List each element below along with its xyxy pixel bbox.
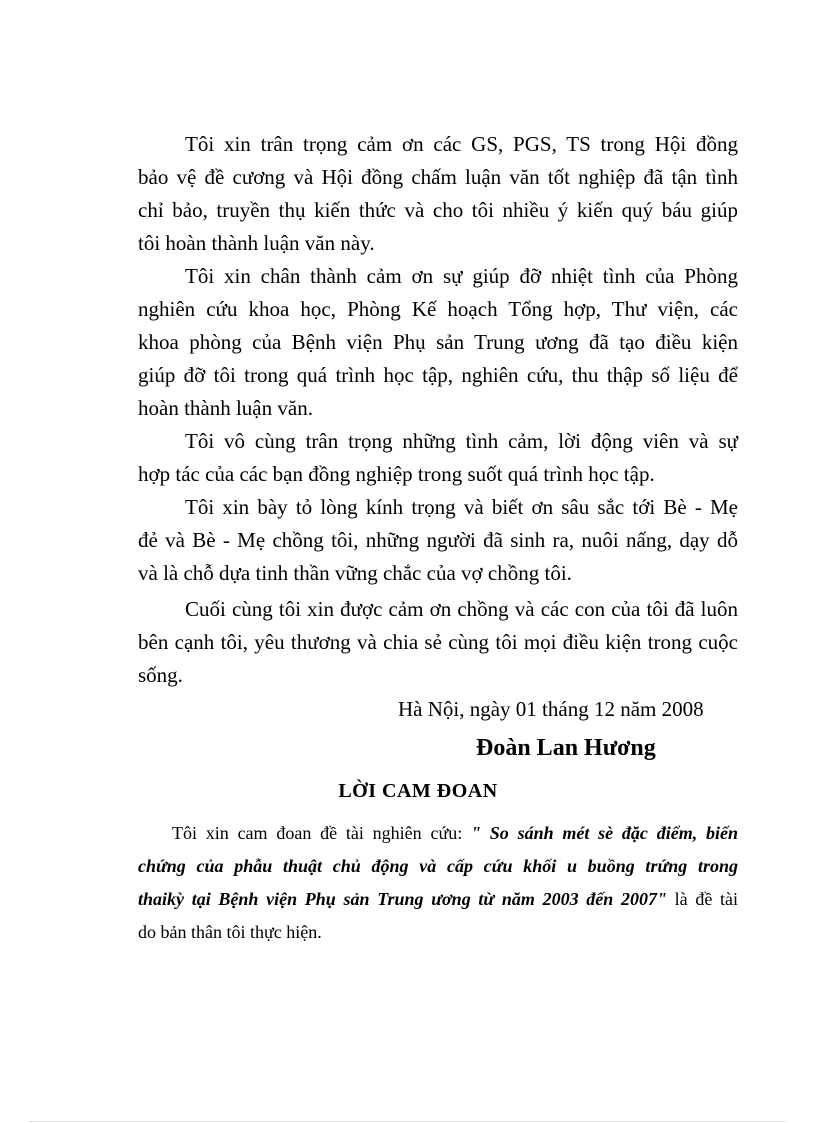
paragraph-2-line-3: khoa phòng của Bệnh viện Phụ sản Trung ương đã tạo điều kiện xyxy=(138,330,738,354)
author-signature-name: Đoàn Lan Hương xyxy=(476,735,656,761)
paragraph-1-line-3: chỉ bảo, truyền thụ kiến thức và cho tôi nhiều ý kiến quý báu giúp xyxy=(138,198,738,222)
paragraph-2-line-2: nghiên cứu khoa học, Phòng Kế hoạch Tổng hợp, Thư viện, các xyxy=(138,297,738,321)
paragraph-3-line-2: hợp tác của các bạn đồng nghiệp trong suốt quá trình học tập. xyxy=(138,462,655,486)
declaration-line-1 xyxy=(172,817,738,850)
paragraph-2-line-5: hoàn thành luận văn. xyxy=(138,396,313,420)
paragraph-5-line-1: Cuối cùng tôi xin được cảm ơn chồng và các con của tôi đã luôn xyxy=(185,597,738,621)
declaration-intro: Tôi xin cam đoan đề tài nghiên cứu: xyxy=(172,823,471,843)
paragraph-2-line-1: Tôi xin chân thành cảm ơn sự giúp đỡ nhiệt tình của Phòng xyxy=(185,264,738,288)
research-topic-part-2: chứng của phẫu thuật chủ động và cấp cứu khối u buồng trứng trong xyxy=(138,856,738,876)
place-date: Hà Nội, ngày 01 tháng 12 năm 2008 xyxy=(398,697,704,721)
paragraph-4-line-2: đẻ và Bè - Mẹ chồng tôi, những người đã sinh ra, nuôi nấng, dạy dỗ xyxy=(138,528,738,552)
paragraph-1-line-2: bảo vệ đề cương và Hội đồng chấm luận văn tốt nghiệp đã tận tình xyxy=(138,165,738,189)
paragraph-4-line-3: và là chỗ dựa tinh thần vững chắc của vợ chồng tôi. xyxy=(138,561,572,585)
research-topic-part-3: thaikỳ tại Bệnh viện Phụ sản Trung ương từ năm 2003 đến 2007" xyxy=(138,889,667,909)
declaration-title: LỜI CAM ĐOAN xyxy=(338,780,498,802)
paragraph-4-line-1: Tôi xin bày tỏ lòng kính trọng và biết ơn sâu sắc tới Bè - Mẹ xyxy=(185,495,738,519)
paragraph-5-line-2: bên cạnh tôi, yêu thương và chia sẻ cùng tôi mọi điều kiện trong cuộc xyxy=(138,630,738,654)
research-topic-part-1: " So sánh mét sè đặc điểm, biến xyxy=(470,823,738,843)
paragraph-3-line-1: Tôi vô cùng trân trọng những tình cảm, lời động viên và sự xyxy=(185,429,738,453)
paragraph-2-line-4: giúp đỡ tôi trong quá trình học tập, nghiên cứu, thu thập số liệu để xyxy=(138,363,738,387)
paragraph-1-line-4: tôi hoàn thành luận văn này. xyxy=(138,231,375,255)
declaration-closing: do bản thân tôi thực hiện. xyxy=(138,922,322,942)
page-bottom-rule xyxy=(30,1121,786,1122)
declaration-line-3 xyxy=(138,883,738,916)
paragraph-1-line-1: Tôi xin trân trọng cảm ơn các GS, PGS, TS trong Hội đồng xyxy=(185,132,738,156)
declaration-after-topic: là đề tài xyxy=(666,889,738,909)
paragraph-5-line-3: sống. xyxy=(138,663,183,687)
